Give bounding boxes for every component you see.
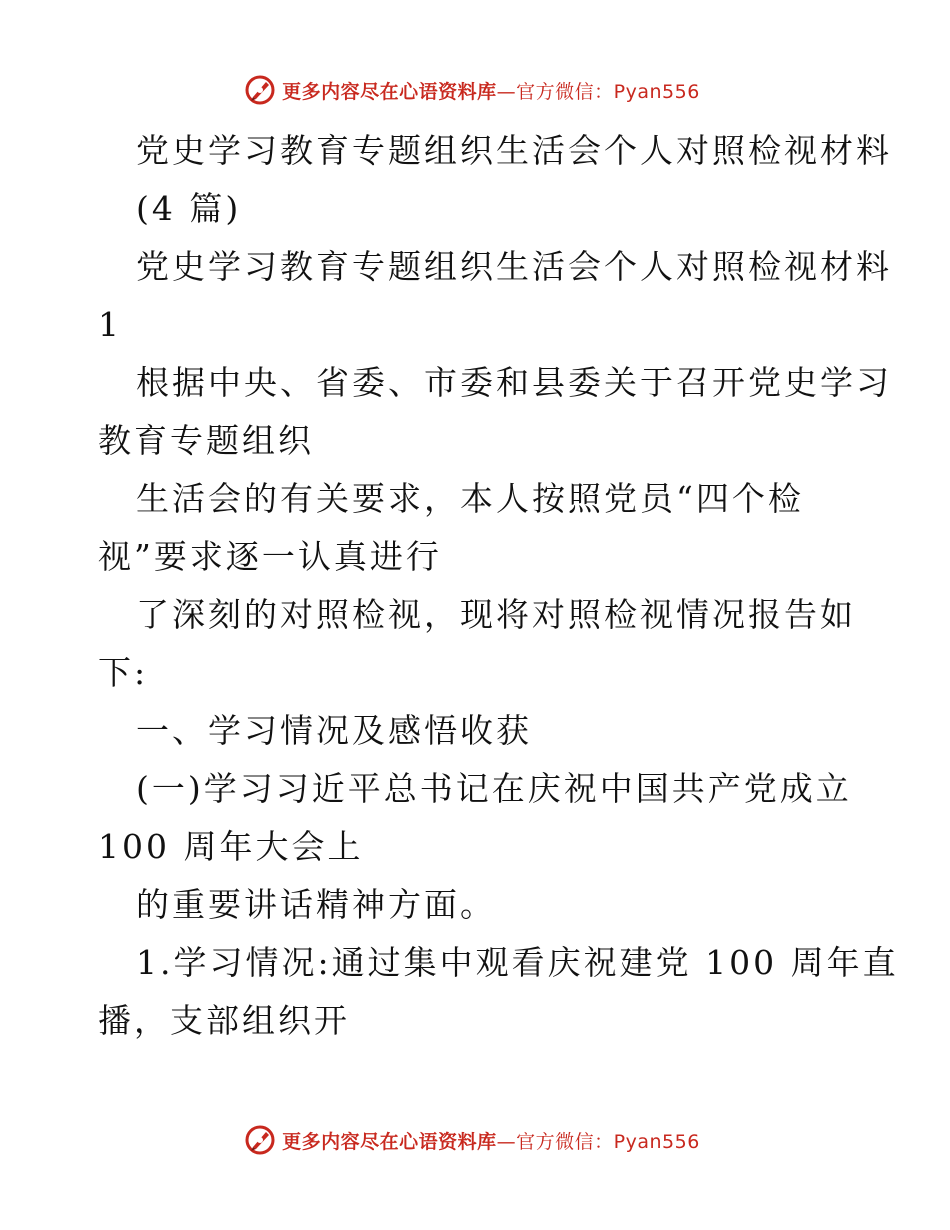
watermark-contact: 官方微信：Pyan556: [516, 1130, 700, 1153]
watermark-text: [282, 77, 700, 104]
document-body: [98, 122, 899, 1050]
doc-line: 播，支部组织开: [98, 1001, 350, 1040]
quill-logo-icon: [244, 74, 276, 106]
watermark-dash: —: [496, 1130, 517, 1153]
doc-line: 一、学习情况及感悟收获: [136, 711, 532, 750]
watermark-inner: [244, 1124, 700, 1156]
doc-line: 下:: [98, 653, 149, 692]
doc-line: 1.学习情况:通过集中观看庆祝建党 100 周年直: [136, 943, 899, 982]
doc-line: 党史学习教育专题组织生活会个人对照检视材料: [136, 131, 892, 170]
header-watermark: [0, 70, 950, 110]
watermark-inner: [244, 74, 700, 106]
watermark-dash: —: [496, 80, 517, 103]
doc-line: 教育专题组织: [98, 421, 314, 460]
watermark-text: [282, 1127, 700, 1154]
doc-line: 1: [98, 305, 122, 344]
doc-line: 的重要讲话精神方面。: [136, 885, 496, 924]
footer-watermark: [0, 1120, 950, 1160]
doc-line: 根据中央、省委、市委和县委关于召开党史学习: [136, 363, 892, 402]
doc-line: 100 周年大会上: [98, 827, 364, 866]
doc-line: 党史学习教育专题组织生活会个人对照检视材料: [136, 247, 892, 286]
doc-line: 生活会的有关要求，本人按照党员“四个检: [136, 479, 804, 518]
doc-line: 视”要求逐一认真进行: [98, 537, 442, 576]
watermark-brand: 更多内容尽在心语资料库: [282, 80, 497, 103]
doc-line: 了深刻的对照检视，现将对照检视情况报告如: [136, 595, 856, 634]
watermark-brand: 更多内容尽在心语资料库: [282, 1130, 497, 1153]
doc-line: (4 篇): [136, 189, 242, 228]
watermark-contact: 官方微信：Pyan556: [516, 80, 700, 103]
quill-logo-icon: [244, 1124, 276, 1156]
doc-line: (一)学习习近平总书记在庆祝中国共产党成立: [136, 769, 852, 808]
